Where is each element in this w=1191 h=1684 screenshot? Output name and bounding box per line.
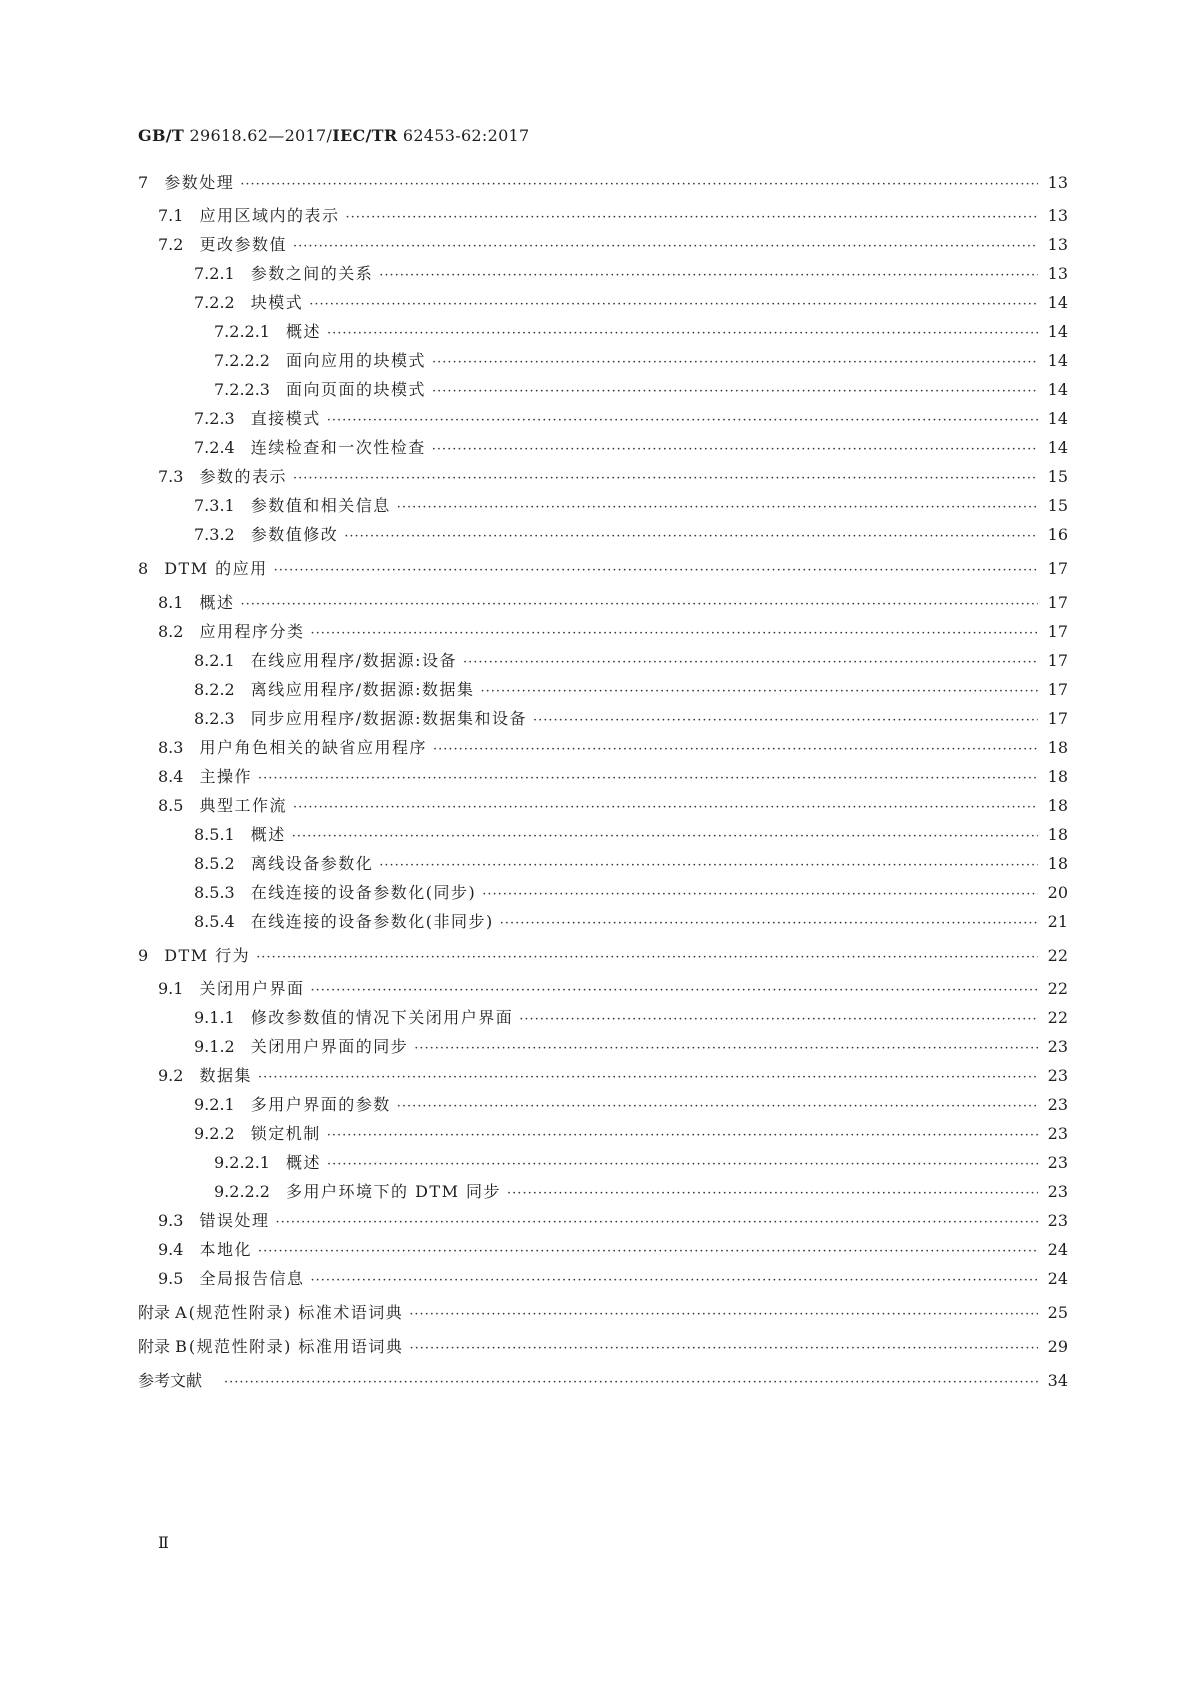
toc-entry[interactable] — [138, 493, 1068, 519]
toc-leader-dots — [309, 292, 1038, 318]
toc-leader-dots — [327, 1123, 1038, 1149]
toc-entry-title: 直接模式 — [250, 409, 321, 428]
toc-entry-page: 17 — [1047, 680, 1068, 699]
toc-entry[interactable] — [138, 1005, 1068, 1031]
toc-leader-dots — [397, 1094, 1038, 1120]
toc-entry-number: 9.5 — [158, 1269, 184, 1288]
toc-entry-title: DTM 的应用 — [164, 559, 268, 578]
toc-entry-page: 14 — [1047, 351, 1068, 370]
toc-entry-page: 22 — [1047, 946, 1068, 965]
toc-entry-title: 概述 — [285, 322, 321, 341]
toc-leader-dots — [224, 1370, 1038, 1396]
toc-entry[interactable] — [138, 1034, 1068, 1060]
toc-entry-page: 14 — [1047, 380, 1068, 399]
toc-entry-page: 24 — [1047, 1269, 1068, 1288]
toc-entry-number: 8.2 — [158, 622, 184, 641]
toc-entry-number: 7.2.2.1 — [214, 322, 270, 341]
toc-entry[interactable] — [138, 1300, 1068, 1326]
toc-leader-dots — [327, 321, 1038, 347]
toc-entry-number: 附录 B — [138, 1337, 187, 1356]
toc-entry-number: 7.2.1 — [194, 264, 235, 283]
toc-entry[interactable] — [138, 290, 1068, 316]
toc-entry-number: 7.3.1 — [194, 496, 235, 515]
toc-leader-dots — [432, 379, 1038, 405]
toc-entry-number: 7.2.3 — [194, 409, 235, 428]
toc-leader-dots — [463, 650, 1038, 676]
toc-entry-title: 在线应用程序/数据源:设备 — [250, 651, 458, 670]
toc-entry-page: 13 — [1047, 264, 1068, 283]
toc-entry[interactable] — [138, 943, 1068, 969]
toc-entry-page: 23 — [1047, 1211, 1068, 1230]
toc-entry[interactable] — [138, 1334, 1068, 1360]
toc-entry-number: 9.2.1 — [194, 1095, 235, 1114]
toc-leader-dots — [292, 824, 1038, 850]
toc-entry-number: 8.5.2 — [194, 854, 235, 873]
toc-entry[interactable] — [138, 1063, 1068, 1089]
toc-leader-dots — [432, 437, 1038, 463]
toc-entry-number: 7.2.2 — [194, 293, 235, 312]
toc-entry-page: 14 — [1047, 409, 1068, 428]
toc-entry[interactable] — [138, 909, 1068, 935]
toc-entry-number: 9.1.1 — [194, 1008, 235, 1027]
toc-entry-number: 7 — [138, 173, 149, 192]
toc-entry-title: (规范性附录) 标准用语词典 — [188, 1337, 404, 1356]
toc-entry-number: 9.4 — [158, 1240, 184, 1259]
toc-entry-page: 17 — [1047, 709, 1068, 728]
toc-entry-title: 本地化 — [199, 1240, 252, 1259]
toc-entry-title: 参数值和相关信息 — [250, 496, 391, 515]
toc-entry-title: 更改参数值 — [199, 235, 287, 254]
toc-entry[interactable] — [138, 764, 1068, 790]
toc-entry-title: 数据集 — [199, 1066, 252, 1085]
toc-entry-page: 13 — [1047, 206, 1068, 225]
toc-entry-title: 参数处理 — [164, 173, 235, 192]
toc-entry-page: 18 — [1047, 854, 1068, 873]
toc-entry-title: 连续检查和一次性检查 — [250, 438, 426, 457]
toc-entry[interactable] — [138, 319, 1068, 345]
toc-leader-dots — [258, 766, 1038, 792]
toc-entry-title: 多用户环境下的 DTM 同步 — [285, 1182, 502, 1201]
toc-leader-dots — [345, 205, 1038, 231]
toc-entry-number: 9.2.2.2 — [214, 1182, 270, 1201]
toc-entry-page: 23 — [1047, 1182, 1068, 1201]
toc-entry-number: 8.5.1 — [194, 825, 235, 844]
toc-leader-dots — [258, 1239, 1038, 1265]
toc-entry[interactable] — [138, 976, 1068, 1002]
toc-entry[interactable] — [138, 735, 1068, 761]
toc-entry-title: 关闭用户界面 — [199, 979, 305, 998]
toc-entry-title: 锁定机制 — [250, 1124, 321, 1143]
toc-entry-page: 13 — [1047, 235, 1068, 254]
header-iec-number: 62453-62:2017 — [397, 126, 530, 145]
toc-entry-page: 15 — [1047, 496, 1068, 515]
toc-entry-page: 17 — [1047, 622, 1068, 641]
toc-leader-dots — [293, 466, 1038, 492]
toc-entry-number: 9.1 — [158, 979, 184, 998]
toc-entry-title: 多用户界面的参数 — [250, 1095, 391, 1114]
toc-entry-title: 概述 — [199, 593, 235, 612]
toc-leader-dots — [240, 592, 1038, 618]
toc-entry[interactable] — [138, 706, 1068, 732]
toc-entry-number: 8.5.3 — [194, 883, 235, 902]
toc-leader-dots — [258, 1065, 1038, 1091]
toc-entry-page: 13 — [1047, 173, 1068, 192]
toc-entry-number: 7.2.4 — [194, 438, 235, 457]
toc-entry-page: 24 — [1047, 1240, 1068, 1259]
toc-leader-dots — [482, 882, 1038, 908]
toc-leader-dots — [507, 1181, 1038, 1207]
toc-entry-title: 概述 — [285, 1153, 321, 1172]
toc-leader-dots — [293, 795, 1038, 821]
toc-entry-number: 9.2.2 — [194, 1124, 235, 1143]
toc-entry-number: 8.1 — [158, 593, 184, 612]
toc-entry-page: 22 — [1047, 979, 1068, 998]
toc-entry-page: 17 — [1047, 651, 1068, 670]
header-standard-prefix: GB/T — [138, 126, 185, 145]
toc-entry-title: 用户角色相关的缺省应用程序 — [199, 738, 427, 757]
toc-entry-page: 14 — [1047, 293, 1068, 312]
toc-entry-title: 参数值修改 — [250, 525, 339, 544]
toc-entry-title: 全局报告信息 — [199, 1269, 305, 1288]
toc-entry[interactable] — [138, 880, 1068, 906]
toc-entry-page: 23 — [1047, 1037, 1068, 1056]
toc-entry[interactable] — [138, 261, 1068, 287]
toc-leader-dots — [310, 978, 1038, 1004]
toc-entry-number: 9 — [138, 946, 149, 965]
toc-entry-page: 17 — [1047, 593, 1068, 612]
toc-entry[interactable] — [138, 1092, 1068, 1118]
toc-entry-title: 典型工作流 — [199, 796, 287, 815]
toc-entry-page: 20 — [1047, 883, 1068, 902]
toc-leader-dots — [274, 558, 1038, 584]
toc-entry-page: 23 — [1047, 1153, 1068, 1172]
toc-entry[interactable] — [138, 1266, 1068, 1292]
toc-entry-title: 块模式 — [250, 293, 304, 312]
toc-entry-title: 面向应用的块模式 — [285, 351, 426, 370]
toc-leader-dots — [432, 350, 1038, 376]
toc-leader-dots — [397, 495, 1038, 521]
toc-leader-dots — [310, 1268, 1038, 1294]
toc-entry[interactable] — [138, 170, 1068, 196]
toc-entry[interactable] — [138, 1368, 1068, 1394]
toc-entry[interactable] — [138, 590, 1068, 616]
toc-entry-title: 修改参数值的情况下关闭用户界面 — [250, 1008, 514, 1027]
toc-entry[interactable] — [138, 1179, 1068, 1205]
toc-entry-title: 应用区域内的表示 — [199, 206, 340, 225]
toc-entry-title: 应用程序分类 — [199, 622, 305, 641]
toc-entry[interactable] — [138, 851, 1068, 877]
toc-entry[interactable] — [138, 232, 1068, 258]
toc-leader-dots — [327, 1152, 1038, 1178]
toc-entry-number: 8 — [138, 559, 149, 578]
toc-entry-number: 8.5 — [158, 796, 184, 815]
toc-entry[interactable] — [138, 648, 1068, 674]
toc-entry-page: 14 — [1047, 438, 1068, 457]
toc-entry-page: 16 — [1047, 525, 1068, 544]
toc-entry-page: 18 — [1047, 796, 1068, 815]
toc-entry-title: 参数的表示 — [199, 467, 287, 486]
header-iec-prefix: IEC/TR — [332, 126, 398, 145]
toc-entry-number: 9.3 — [158, 1211, 184, 1230]
toc-leader-dots — [293, 234, 1038, 260]
toc-entry-page: 18 — [1047, 738, 1068, 757]
toc-leader-dots — [481, 679, 1038, 705]
toc-entry[interactable] — [138, 556, 1068, 582]
toc-leader-dots — [433, 737, 1038, 763]
toc-entry[interactable] — [138, 822, 1068, 848]
toc-entry-number: 7.1 — [158, 206, 184, 225]
toc-entry-title: 面向页面的块模式 — [285, 380, 426, 399]
toc-entry[interactable] — [138, 435, 1068, 461]
toc-entry-title: 在线连接的设备参数化(非同步) — [250, 912, 494, 931]
toc-entry-page: 18 — [1047, 825, 1068, 844]
toc-entry[interactable] — [138, 377, 1068, 403]
toc-entry-page: 21 — [1047, 912, 1068, 931]
toc-entry-number: 7.2 — [158, 235, 184, 254]
toc-entry-title: 同步应用程序/数据源:数据集和设备 — [250, 709, 528, 728]
toc-leader-dots — [379, 853, 1038, 879]
toc-entry[interactable] — [138, 1150, 1068, 1176]
toc-entry[interactable] — [138, 203, 1068, 229]
toc-entry-number: 7.3 — [158, 467, 184, 486]
toc-entry-number: 7.2.2.3 — [214, 380, 270, 399]
toc-entry-page: 23 — [1047, 1066, 1068, 1085]
toc-entry-title: 在线连接的设备参数化(同步) — [250, 883, 477, 902]
toc-leader-dots — [414, 1036, 1038, 1062]
toc-leader-dots — [240, 172, 1038, 198]
toc-entry-number: 7.3.2 — [194, 525, 235, 544]
toc-entry-number: 8.2.1 — [194, 651, 235, 670]
toc-entry-title: DTM 行为 — [164, 946, 251, 965]
toc-entry[interactable] — [138, 1237, 1068, 1263]
document-header — [138, 126, 530, 145]
toc-entry-title: 关闭用户界面的同步 — [250, 1037, 409, 1056]
toc-entry-number: 附录 A — [138, 1303, 187, 1322]
toc-entry-number: 8.5.4 — [194, 912, 235, 931]
toc-leader-dots — [519, 1007, 1038, 1033]
header-standard-number: 29618.62—2017/ — [184, 126, 333, 145]
toc-entry[interactable] — [138, 406, 1068, 432]
toc-entry-number: 8.3 — [158, 738, 184, 757]
toc-entry[interactable] — [138, 677, 1068, 703]
toc-entry-title: (规范性附录) 标准术语词典 — [188, 1303, 404, 1322]
toc-entry-page: 25 — [1047, 1303, 1068, 1322]
toc-leader-dots — [409, 1336, 1038, 1362]
toc-entry[interactable] — [138, 793, 1068, 819]
toc-entry[interactable] — [138, 464, 1068, 490]
toc-entry-page: 17 — [1047, 559, 1068, 578]
toc-entry-number: 参考文献 — [138, 1371, 203, 1390]
toc-entry-number: 8.2.3 — [194, 709, 235, 728]
toc-entry-page: 22 — [1047, 1008, 1068, 1027]
toc-entry[interactable] — [138, 522, 1068, 548]
toc-entry-number: 9.2 — [158, 1066, 184, 1085]
toc-entry-title: 离线设备参数化 — [250, 854, 374, 873]
toc-entry-number: 8.4 — [158, 767, 184, 786]
toc-entry[interactable] — [138, 1121, 1068, 1147]
toc-entry-title: 参数之间的关系 — [250, 264, 374, 283]
toc-leader-dots — [256, 945, 1038, 971]
toc-leader-dots — [310, 621, 1038, 647]
toc-entry-page: 23 — [1047, 1124, 1068, 1143]
toc-entry-title: 离线应用程序/数据源:数据集 — [250, 680, 475, 699]
toc-entry-title: 概述 — [250, 825, 286, 844]
toc-entry-number: 9.2.2.1 — [214, 1153, 270, 1172]
toc-leader-dots — [275, 1210, 1038, 1236]
toc-entry-page: 14 — [1047, 322, 1068, 341]
toc-leader-dots — [327, 408, 1038, 434]
toc-entry-page: 23 — [1047, 1095, 1068, 1114]
toc-entry[interactable] — [138, 348, 1068, 374]
toc-leader-dots — [344, 524, 1038, 550]
toc-entry-page: 29 — [1047, 1337, 1068, 1356]
toc-leader-dots — [379, 263, 1038, 289]
toc-leader-dots — [409, 1302, 1038, 1328]
toc-entry-number: 8.2.2 — [194, 680, 235, 699]
toc-entry-title: 错误处理 — [199, 1211, 270, 1230]
toc-entry[interactable] — [138, 619, 1068, 645]
page-number: Ⅱ — [158, 1533, 169, 1552]
toc-entry-page: 18 — [1047, 767, 1068, 786]
toc-entry-page: 15 — [1047, 467, 1068, 486]
toc-entry-title: 主操作 — [199, 767, 252, 786]
toc-entry-number: 9.1.2 — [194, 1037, 235, 1056]
toc-leader-dots — [500, 911, 1038, 937]
toc-entry-number: 7.2.2.2 — [214, 351, 270, 370]
toc-entry[interactable] — [138, 1208, 1068, 1234]
toc-entry-page: 34 — [1047, 1371, 1068, 1390]
toc-leader-dots — [533, 708, 1038, 734]
